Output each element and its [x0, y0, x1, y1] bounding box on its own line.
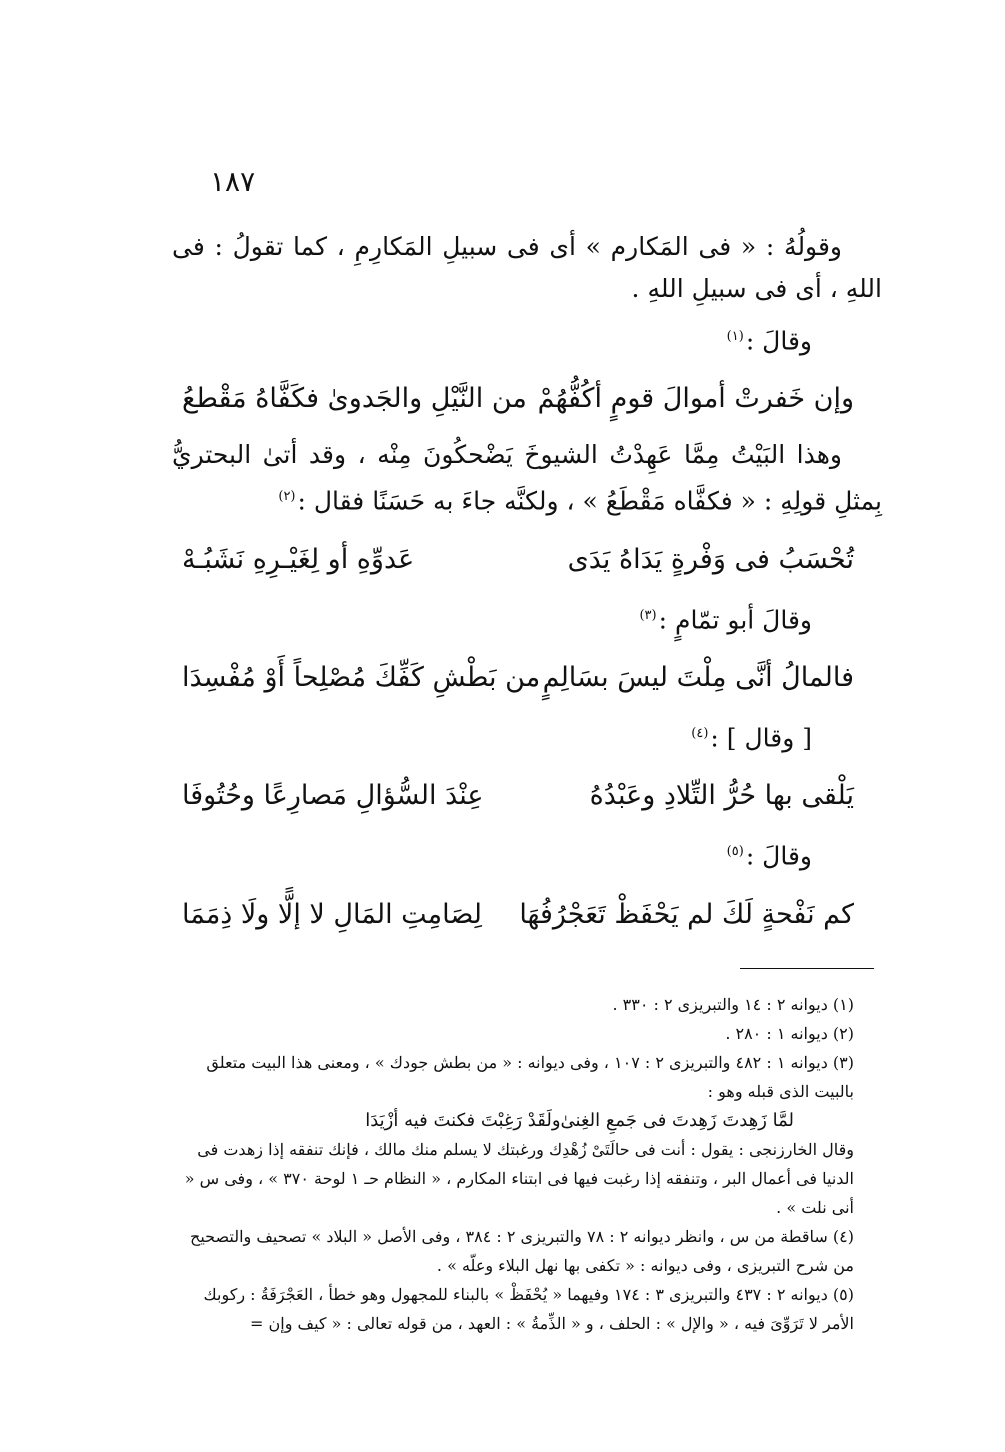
verse-3 — [172, 657, 882, 699]
verse-1-second-hemistich: من النَّيْلِ والجَدوىٰ فكَفَّاهُ مَقْطعُ — [182, 383, 527, 415]
verse-5-first-hemistich: كم نَفْحةٍ لَكَ لم يَحْفَظْ تَعَجْرُفُهَا — [519, 898, 854, 930]
footnote-3: (٣) ديوانه ١ : ٤٨٢ والتبريزى ٢ : ١٠٧ ، وفى ديوانه : « من بطش جودك » ، ومعنى هذا البيت متعلق بالبيت الذى قبله وهو : — [206, 1053, 854, 1101]
footnote-ref-5: (٥) — [726, 844, 744, 860]
verse-2-second-hemistich: عَدوِّهِ أو لِغَيْـرِهِ نَشَبُـهْ — [182, 543, 415, 575]
verse-4-second-hemistich: عِنْدَ السُّؤالِ مَصارِعًا وحُتُوفَا — [182, 780, 484, 812]
verse-1-first-hemistich: وإن خَفرتْ أموالَ قومٍ أكُفُّهُمْ — [537, 383, 854, 415]
verse-intro-4 — [172, 713, 882, 759]
footnote-ref-1: (١) — [726, 329, 744, 344]
verse-intro-1 — [172, 316, 882, 362]
verse-1 — [172, 378, 882, 420]
footnote-5: (٥) ديوانه ٢ : ٤٣٧ والتبريزى ٣ : ١٧٤ وفيهما « يُحْفَظْ » بالبناء للمجهول وهو خطأ ، العَجْرَفَةُ : ركوبك الأمر لا تَرَوِّىَ فيه ، « والإل » : الحلف ، و « الذِّمةُ » : العهد ، من قوله تعالى : « كيف وإن = — [203, 1285, 854, 1333]
verse-intro-text: [ وقال ] : — [710, 723, 812, 753]
footnote-divider — [740, 968, 874, 969]
verse-intro-text: وقالَ : — [745, 841, 812, 871]
verse-3-second-hemistich: من بَطْشِ كَفِّكَ مُصْلِحاً أَوْ مُفْسِدَا — [182, 661, 541, 693]
paragraph-2-text: وهذا البَيْتُ مِمَّا عَهِدْتُ الشيوخَ يَضْحكُونَ مِنْه ، وقد أتىٰ البحتريُّ بِمثلِ قولِهِ : « فكفَّاه مَقْطَعُ » ، ولكنَّه جاءَ به حَسَنًا فقال : — [172, 440, 882, 516]
footnote-ref-3: (٣) — [639, 607, 657, 623]
footnote-4: (٤) ساقطة من س ، وانظر ديوانه ٢ : ٧٨ والتبريزى ٢ : ٣٨٤ ، وفى الأصل « البلاد » تصحيف والتصحيح من شرح التبريزى ، وفى ديوانه : « تكفى بها نهل البلاء وعلّه » . — [190, 1227, 854, 1275]
verse-3-first-hemistich: فالمالُ أنَّى مِلْتَ ليسَ بسَالِمٍ — [542, 661, 854, 693]
verse-4 — [172, 775, 882, 817]
footnote-3-continuation: وقال الخارزنجى : يقول : أنت فى حالَتَىْ زُهْدِك ورغبتك لا يسلم منك مالك ، فإنك تنفقه إذا زهدت فى الدنيا فى أعمال البر ، وتنفقه إذا رغبت فيها فى ابتناء المكارم ، « النظام حـ ١ لوحة ٣٧٠ » ، وفى س « أنى نلت » . — [184, 1140, 854, 1217]
footnote-1: (١) ديوانه ٢ : ١٤ والتبريزى ٢ : ٣٣٠ . — [612, 995, 854, 1014]
verse-intro-5 — [172, 831, 882, 877]
verse-2 — [172, 539, 882, 581]
footnote-3-verse-first: لمَّا زَهِدتَ زَهِدتَ فى جَمعِ الغِنىٰ — [560, 1110, 794, 1131]
footnote-3-verse-second: ولَقَدْ رَغِبْتَ فكنتَ فيه أزْيَدَا — [365, 1110, 561, 1131]
paragraph-2 — [172, 434, 882, 522]
page-number: ١٨٧ — [210, 165, 256, 198]
verse-2-first-hemistich: تُحْسَبُ فى وَفْرةٍ يَدَاهُ يَدَى — [567, 543, 854, 575]
paragraph-1: وقولُهُ : « فى المَكارم » أى فى سبيلِ المَكارِمِ ، كما تقولُ : فى اللهِ ، أى فى سبيلِ اللهِ . — [172, 232, 882, 303]
footnote-ref-4: (٤) — [691, 725, 709, 741]
footnote-3-verse — [172, 1106, 884, 1135]
verse-4-first-hemistich: يَلْقى بها حُرُّ التِّلادِ وعَبْدُهُ — [589, 780, 854, 812]
verse-intro-3 — [172, 595, 882, 641]
verse-intro-text: وقالَ : — [745, 326, 812, 356]
footnotes — [172, 990, 884, 1338]
footnote-2: (٢) ديوانه ١ : ٢٨٠ . — [725, 1024, 854, 1043]
verse-intro-text: وقالَ أبو تمّامٍ : — [658, 604, 812, 634]
verse-5 — [172, 894, 882, 936]
main-text — [172, 226, 882, 950]
footnote-ref-2: (٢) — [278, 489, 296, 505]
verse-5-second-hemistich: لِصَامِتِ المَالِ لا إلًّا ولَا ذِمَمَا — [182, 898, 482, 930]
